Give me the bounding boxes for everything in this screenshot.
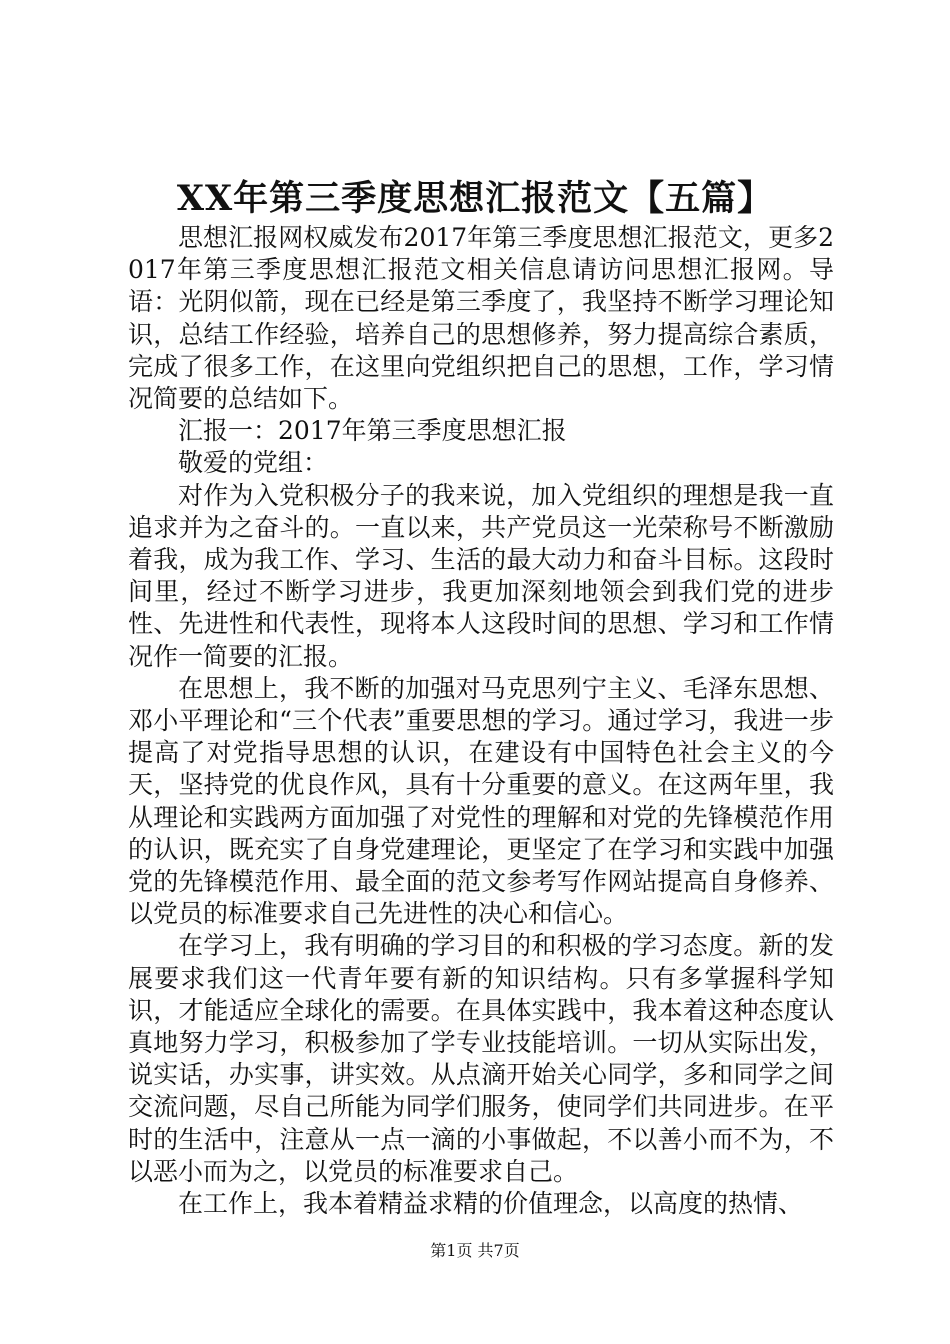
- paragraph-study: 在学习上，我有明确的学习目的和积极的学习态度。新的发展要求我们这一代青年要有新的知识结构。只有多掌握科学知识，才能适应全球化的需要。在具体实践中，我本着这种态度认真地努力学习，积极参加了学专业技能培训。一切从实际出发，说实话，办实事，讲实效。从点滴开始关心同学，多和同学之间交流问题，尽自己所能为同学们服务，使同学们共同进步。在平时的生活中，注意从一点一滴的小事做起，不以善小而不为，不以恶小而为之，以党员的标准要求自己。: [128, 931, 834, 1186]
- page-footer: 第1页 共7页: [430, 1241, 520, 1260]
- paragraph-salutation: 敬爱的党组：: [178, 448, 329, 478]
- paragraph-report-heading: 汇报一：2017年第三季度思想汇报: [178, 416, 567, 446]
- paragraph-work: 在工作上，我本着精益求精的价值理念，以高度的热情、: [178, 1189, 804, 1219]
- paragraph-intro: 思想汇报网权威发布2017年第三季度思想汇报范文，更多2017年第三季度思想汇报范文相关信息请访问思想汇报网。导语：光阴似箭，现在已经是第三季度了，我坚持不断学习理论知识，总结工作经验，培养自己的思想修养，努力提高综合素质，完成了很多工作，在这里向党组织把自己的思想，工作，学习情况简要的总结如下。: [128, 223, 834, 414]
- document-title: XX年第三季度思想汇报范文【五篇】: [176, 178, 774, 219]
- document-body: [128, 222, 834, 1220]
- paragraph-ideal: 对作为入党积极分子的我来说，加入党组织的理想是我一直追求并为之奋斗的。一直以来，共产党员这一光荣称号不断激励着我，成为我工作、学习、生活的最大动力和奋斗目标。这段时间里，经过不断学习进步，我更加深刻地领会到我们党的进步性、先进性和代表性，现将本人这段时间的思想、学习和工作情况作一简要的汇报。: [128, 480, 834, 671]
- paragraph-thought: 在思想上，我不断的加强对马克思列宁主义、毛泽东思想、邓小平理论和“三个代表”重要思想的学习。通过学习，我进一步提高了对党指导思想的认识，在建设有中国特色社会主义的今天，坚持党的优良作风，具有十分重要的意义。在这两年里，我从理论和实践两方面加强了对党性的理解和对党的先锋模范作用的认识，既充实了自身党建理论，更坚定了在学习和实践中加强党的先锋模范作用、最全面的范文参考写作网站提高自身修养、以党员的标准要求自己先进性的决心和信心。: [128, 673, 834, 929]
